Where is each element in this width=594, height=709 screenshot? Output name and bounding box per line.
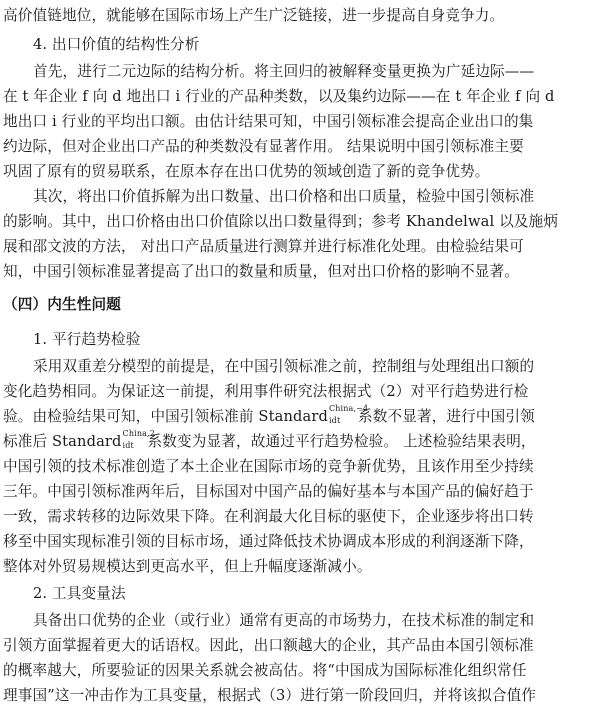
paragraph-line: 移至中国实现标准引领的目标市场，通过降低技术协调成本形成的利润逐渐下降， (3, 533, 534, 550)
paragraph-line: 的概率越大，所要验证的因果关系就会被高估。将“中国成为国际标准化组织常任 (3, 662, 527, 679)
paragraph-line: 变化趋势相同。为保证这一前提，利用事件研究法根据式（2）对平行趋势进行检 (3, 383, 529, 400)
paragraph-line: 整体对外贸易规模达到更高水平，但上升幅度逐渐减小。 (3, 558, 372, 575)
formula-subscript: idt (122, 441, 134, 450)
subsection-heading: 1. 平行趋势检验 (33, 331, 141, 348)
paragraph-line: 知，中国引领标准显著提高了出口的数量和质量，但对出口价格的影响不显著。 (3, 263, 520, 280)
paragraph-line: 三年。中国引领标准两年后，目标国对中国产品的偏好基本与本国产品的偏好趋于 (3, 483, 534, 500)
paragraph-line: 具备出口优势的企业（或行业）通常有更高的市场势力，在技术标准的制定和 (33, 612, 535, 629)
paragraph-line-formula-b (0, 429, 594, 452)
paragraph-line: 巩固了原有的贸易联系，在原本存在出口优势的领域创造了新的竞争优势。 (3, 163, 490, 180)
formula-indices (328, 404, 369, 425)
paragraph-line: 采用双重差分模型的前提是，在中国引领标准之前，控制组与处理组出口额的 (33, 358, 535, 375)
line-text: 验。由检验结果可知，中国引领标准前 Standard (3, 408, 328, 425)
line-text-tail: 系数变为显著，故通过平行趋势检验。 上述检验结果表明， (147, 433, 536, 450)
formula-superscript: China,2 (122, 429, 155, 438)
paragraph-line: 中国引领的技术标准创造了本土企业在国际市场的竞争新优势，且该作用至少持续 (3, 458, 534, 475)
paragraph-line: 高价值链地位，就能够在国际市场上产生广泛链接，进一步提高自身竞争力。 (3, 7, 505, 24)
paragraph-line: 在 t 年企业 f 向 d 地出口 i 行业的产品种类数，以及集约边际——在 t 年企业 f 向 d (3, 88, 555, 105)
paragraph-line: 展和邵文波的方法， 对出口产品质量进行测算并进行标准化处理。由检验结果可 (3, 238, 524, 255)
subsection-heading: 2. 工具变量法 (33, 585, 126, 602)
subsection-heading: 4. 出口价值的结构性分析 (33, 36, 200, 53)
formula-indices (122, 429, 155, 450)
paragraph-line: 引领方面掌握着更大的话语权。因此，出口额越大的企业，其产品由本国引领标准 (3, 637, 534, 654)
paragraph-line: 约边际，但对企业出口产品的种类数没有显著作用。 结果说明中国引领标准主要 (3, 138, 524, 155)
paragraph-line: 首先，进行二元边际的结构分析。将主回归的被解释变量更换为广延边际—— (33, 63, 535, 80)
paragraph-line: 的影响。其中，出口价格由出口价值除以出口数量得到；参考 Khandelwal 以及施炳 (3, 213, 559, 230)
paragraph-line: 理事国”这一冲击作为工具变量，根据式（3）进行第一阶段回归，并将该拟合值作 (3, 687, 537, 704)
formula-superscript: China,−4 (328, 404, 369, 413)
formula-subscript: idt (328, 416, 341, 425)
paragraph-line-formula-a (0, 404, 594, 427)
paragraph-line: 其次，将出口价值拆解为出口数量、出口价格和出口质量，检验中国引领标准 (33, 188, 535, 205)
paragraph-line: 地出口 i 行业的平均出口额。由估计结果可知，中国引领标准会提高企业出口的集 (3, 113, 534, 130)
line-text: 标准后 Standard (3, 433, 122, 450)
paragraph-line: 一致，需求转移的边际效果下降。在利润最大化目标的驱使下，企业逐步将出口转 (3, 508, 534, 525)
section-heading: （四）内生性问题 (3, 296, 121, 313)
line-text-tail: 系数不显著，进行中国引领 (357, 408, 535, 425)
